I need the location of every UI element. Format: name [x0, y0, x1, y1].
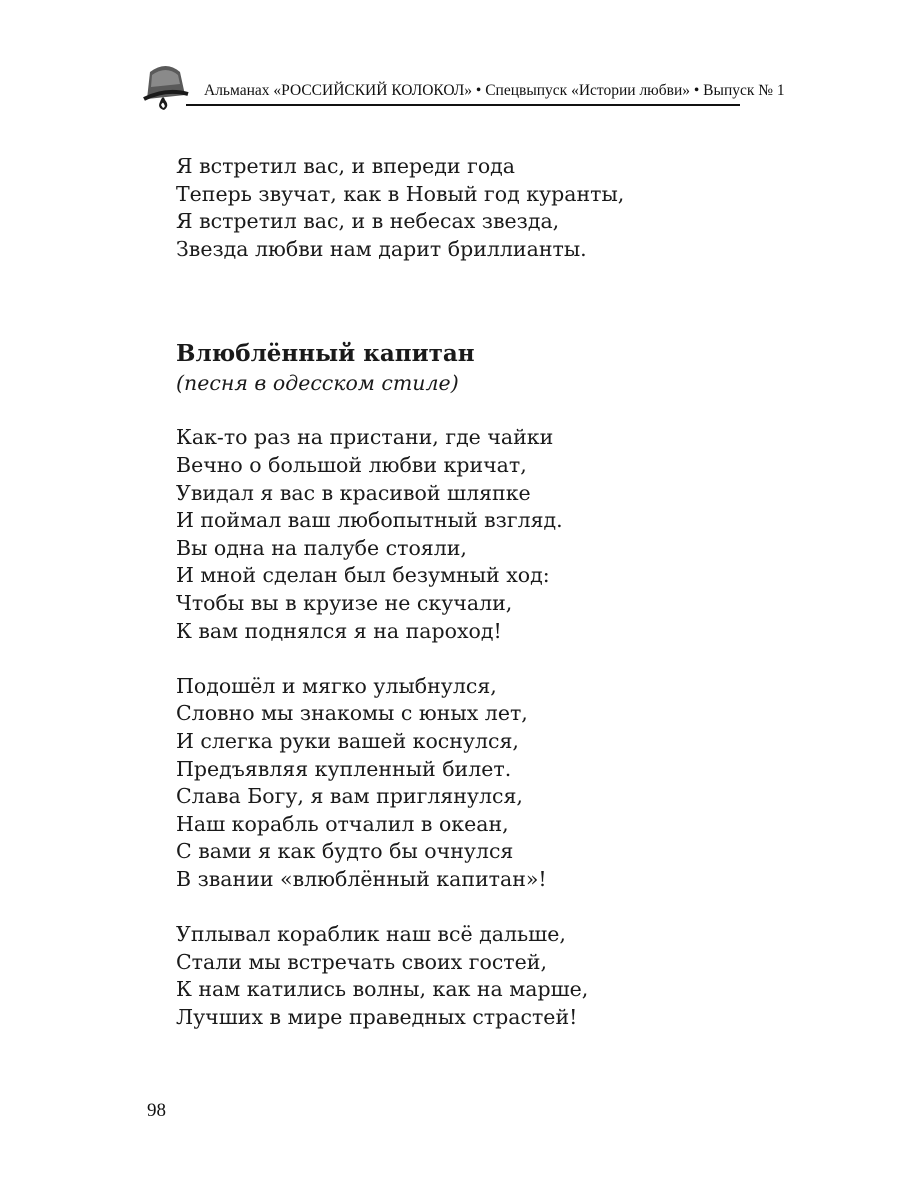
- verse-line: Предъявляя купленный билет.: [176, 756, 512, 781]
- verse-line: Уплывал кораблик наш всё дальше,: [176, 922, 566, 947]
- verse-line: Лучших в мире праведных страстей!: [176, 1004, 578, 1029]
- verse-line: Слава Богу, я вам приглянулся,: [176, 784, 523, 809]
- verse-line: Чтобы вы в круизе не скучали,: [176, 590, 513, 615]
- running-header: [140, 62, 785, 112]
- poem-title: Влюблённый капитан: [176, 340, 475, 368]
- page-number: 98: [147, 1100, 166, 1121]
- verse-line: И слегка руки вашей коснулся,: [176, 728, 519, 753]
- verse-line: Вы одна на палубе стояли,: [176, 535, 467, 560]
- verse-line: Вечно о большой любви кричат,: [176, 452, 527, 477]
- verse-line: Я встретил вас, и впереди года: [176, 154, 516, 178]
- verse-line: К вам поднялся я на пароход!: [176, 618, 502, 643]
- verse-line: Словно мы знакомы с юных лет,: [176, 701, 528, 726]
- verse-line: Как-то раз на пристани, где чайки: [176, 425, 554, 450]
- verse-line: С вами я как будто бы очнулся: [176, 839, 514, 864]
- page-content: [176, 153, 796, 1031]
- verse-line: Подошёл и мягко улыбнулся,: [176, 673, 497, 698]
- verse-line: Стали мы встречать своих гостей,: [176, 949, 547, 974]
- previous-poem-ending: [176, 153, 796, 263]
- verse-line: И поймал ваш любопытный взгляд.: [176, 508, 563, 533]
- verse-line: Звезда любви нам дарит бриллианты.: [176, 236, 587, 261]
- verse-line: К нам катились волны, как на марше,: [176, 977, 589, 1002]
- verse-line: Теперь звучат, как в Новый год куранты,: [176, 181, 625, 206]
- verse-line: Увидал я вас в красивой шляпке: [176, 480, 531, 505]
- header-divider: [186, 104, 740, 106]
- poem-subtitle: (песня в одесском стиле): [176, 371, 459, 396]
- verse-line: Я встретил вас, и в небесах звезда,: [176, 209, 560, 234]
- bell-icon: [140, 62, 190, 114]
- verse-line: И мной сделан был безумный ход:: [176, 563, 550, 588]
- running-title: Альманах «РОССИЙСКИЙ КОЛОКОЛ» • Спецвыпуск «Истории любви» • Выпуск № 1: [204, 82, 785, 99]
- verse-line: Наш корабль отчалил в океан,: [176, 811, 509, 836]
- verse-line: В звании «влюблённый капитан»!: [176, 866, 547, 891]
- stanza: [176, 921, 796, 1031]
- stanza: [176, 673, 796, 894]
- stanza: [176, 424, 796, 645]
